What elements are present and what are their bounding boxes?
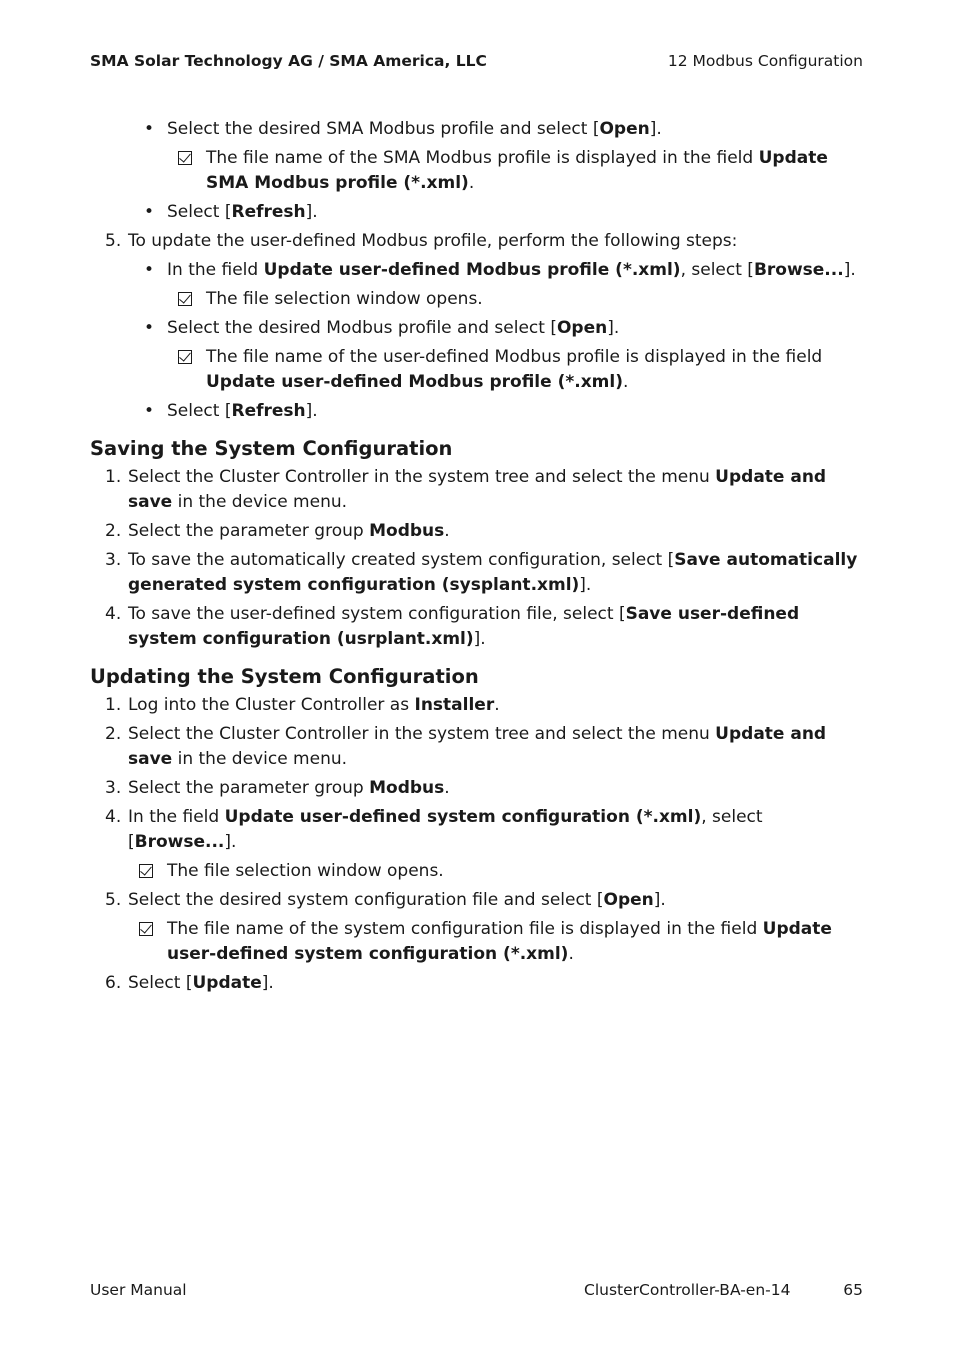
result-item: The file name of the SMA Modbus profile is displayed in the field Update SMA Modbus profile (*.xml).	[90, 146, 865, 196]
checkbox-icon	[178, 292, 192, 306]
result-item: The file name of the user-defined Modbus profile is displayed in the field Update user-defined Modbus profile (*.xml).	[90, 345, 865, 395]
step-item: 5. Select the desired system configuration file and select [Open].	[105, 890, 666, 910]
result-item: The file selection window opens.	[90, 287, 865, 312]
result-item: The file selection window opens.	[90, 859, 865, 884]
step-item: 3. To save the automatically created system configuration, select [Save automatically generated system configuration (sysplant.xml)].	[105, 550, 858, 595]
step-item: 1. Log into the Cluster Controller as Installer.	[105, 695, 500, 715]
page-content	[90, 117, 865, 996]
header-chapter: 12 Modbus Configuration	[667, 52, 863, 70]
page-number: 65	[843, 1281, 863, 1299]
step-item: 1. Select the Cluster Controller in the system tree and select the menu Update and save in the device menu.	[105, 467, 827, 512]
footer-doc-id: ClusterController-BA-en-14	[584, 1281, 791, 1299]
header-company: SMA Solar Technology AG / SMA America, LLC	[90, 52, 487, 70]
bullet-item: • Select the desired SMA Modbus profile and select [Open].	[144, 119, 662, 139]
bullet-item: • Select [Refresh].	[144, 202, 318, 222]
step-item: 6. Select [Update].	[105, 973, 274, 993]
step-item: 2. Select the Cluster Controller in the system tree and select the menu Update and save in the device menu.	[105, 724, 827, 769]
step-item: 5. To update the user-defined Modbus profile, perform the following steps:	[105, 231, 738, 251]
bullet-item: • Select [Refresh].	[144, 401, 318, 421]
bullet-item: • In the field Update user-defined Modbus profile (*.xml), select [Browse...].	[144, 260, 856, 280]
checkbox-icon	[178, 151, 192, 165]
checkbox-icon	[139, 922, 153, 936]
section-heading: Updating the System Configuration	[90, 665, 479, 688]
step-item: 4. In the field Update user-defined system configuration (*.xml), select [Browse...].	[105, 807, 763, 852]
section-heading: Saving the System Configuration	[90, 437, 453, 460]
checkbox-icon	[178, 350, 192, 364]
step-item: 3. Select the parameter group Modbus.	[105, 778, 450, 798]
footer-manual: User Manual	[90, 1281, 187, 1299]
step-item: 2. Select the parameter group Modbus.	[105, 521, 450, 541]
step-item: 4. To save the user-defined system configuration file, select [Save user-defined system configuration (usrplant.xml)].	[105, 604, 800, 649]
result-item: The file name of the system configuration file is displayed in the field Update user-defined system configuration (*.xml).	[90, 917, 865, 967]
checkbox-icon	[139, 864, 153, 878]
bullet-item: • Select the desired Modbus profile and select [Open].	[144, 318, 620, 338]
